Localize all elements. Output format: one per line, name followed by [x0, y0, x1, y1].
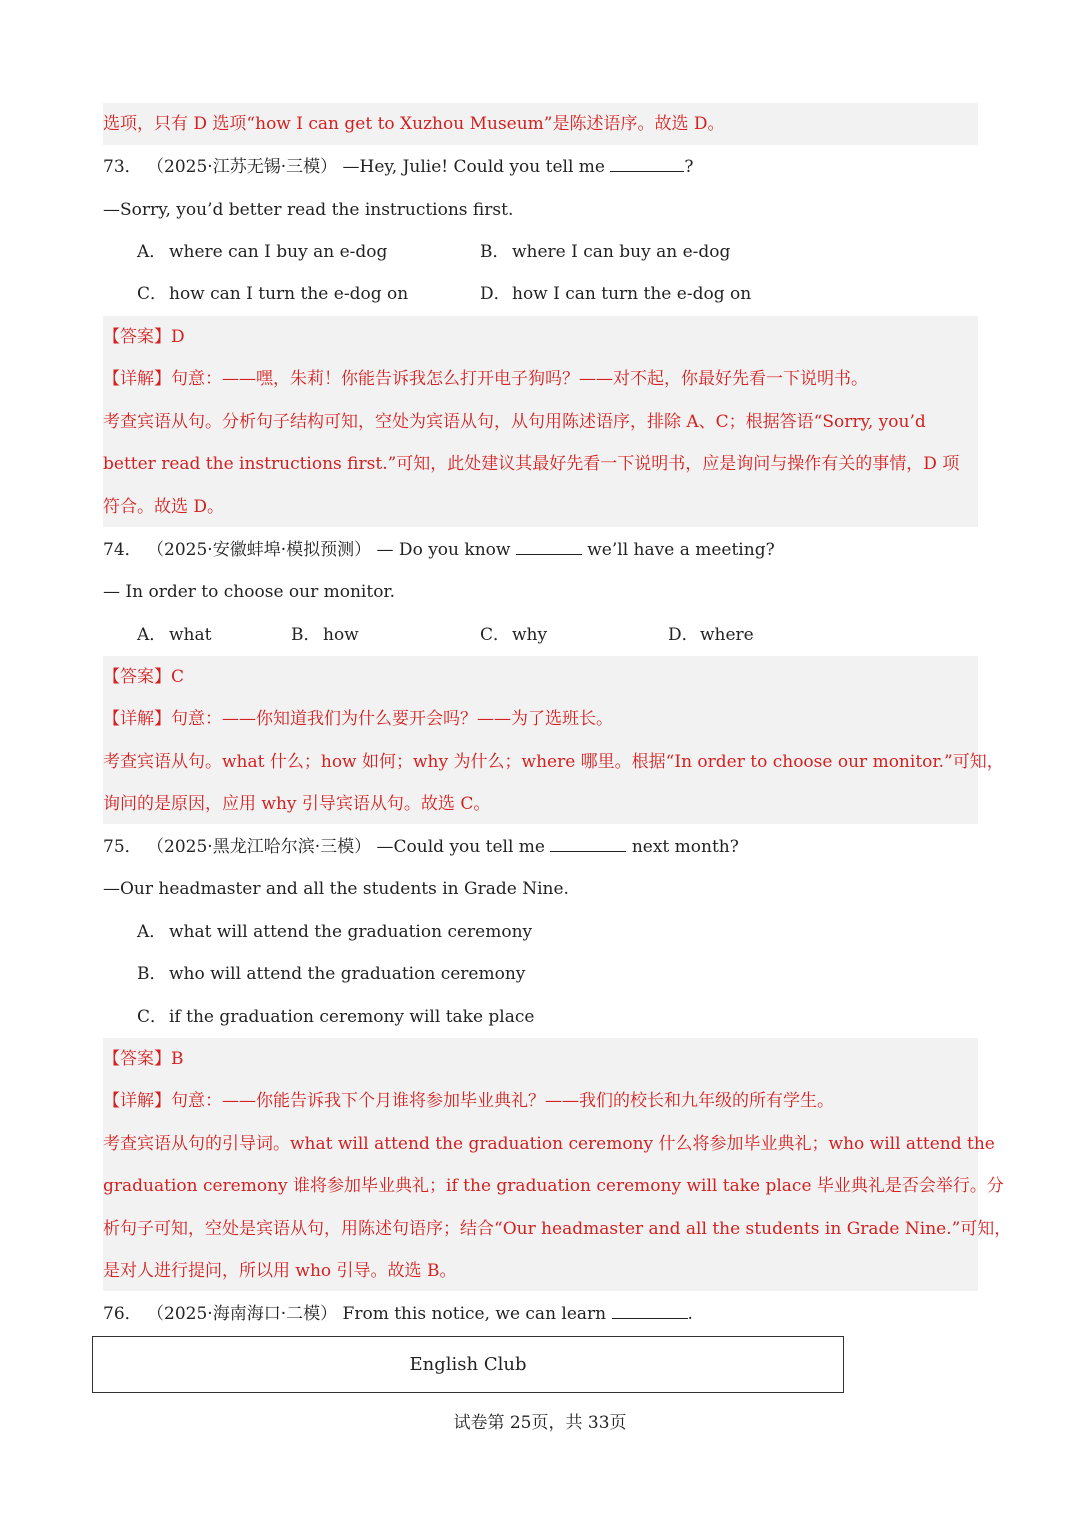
answer-73 [103, 324, 978, 350]
detail-73-line-3: better read the instructions first.”可知，此处建议其最好先看一下说明书，应是询问与操作有关的事情，D 项 [103, 454, 960, 474]
option-d: D．how I can turn the e-dog on [480, 284, 752, 304]
question-74-stem [103, 537, 978, 563]
question-number: 73． [103, 157, 142, 177]
page-footer: 试卷第 25页，共 33页 [453, 1413, 627, 1433]
question-76-stem [103, 1301, 978, 1327]
carryover-explanation: 选项，只有 D 选项“how I can get to Xuzhou Museum”是陈述语序。故选 D。 [103, 114, 725, 134]
detail-label: 【详解】 [103, 369, 171, 389]
detail-73-line-2: 考查宾语从句。分析句子结构可知，空处为宾语从句，从句用陈述语序，排除 A、C；根据答语“Sorry, you’d [103, 412, 926, 432]
question-text: —Could you tell me [376, 837, 545, 857]
notice-title: English Club [409, 1354, 527, 1375]
detail-74-line-2: 考查宾语从句。what 什么；how 如何；why 为什么；where 哪里。根据“In order to choose our monitor.”可知， [103, 752, 1004, 772]
question-number: 74． [103, 540, 142, 560]
answer-label: 【答案】 [103, 1049, 171, 1069]
answer-75-highlight [103, 1038, 1012, 1291]
detail-75-line-3: graduation ceremony 谁将参加毕业典礼；if the graduation ceremony will take place 毕业典礼是否会举行。分 [103, 1176, 1004, 1196]
notice-box [92, 1336, 844, 1393]
answer-blank [516, 538, 582, 555]
detail-label: 【详解】 [103, 709, 171, 729]
answer-label: 【答案】 [103, 327, 171, 347]
option-a: A． what will attend the graduation ceremony [137, 922, 533, 942]
detail-73-line-1: 【详解】句意：——嘿，朱莉！你能告诉我怎么打开电子狗吗？——对不起，你最好先看一下说明书。 [103, 369, 868, 389]
option-c: C． how can I turn the e-dog on [137, 284, 409, 304]
question-number: 76． [103, 1304, 142, 1324]
detail-label: 【详解】 [103, 1091, 171, 1111]
answer-blank [610, 155, 684, 172]
question-74-reply: — In order to choose our monitor. [103, 582, 396, 602]
answer-blank [612, 1302, 688, 1319]
option-c: C． if the graduation ceremony will take place [137, 1007, 535, 1027]
detail-75-line-1: 【详解】句意：——你能告诉我下个月谁将参加毕业典礼？——我们的校长和九年级的所有学生。 [103, 1091, 834, 1111]
answer-74 [103, 664, 978, 690]
question-source: （2025·黑龙江哈尔滨·三模） [147, 837, 372, 857]
answer-75 [103, 1046, 978, 1072]
question-75-stem [103, 834, 978, 860]
question-text-end: we’ll have a meeting? [587, 540, 775, 560]
detail-73-line-4: 符合。故选 D。 [103, 497, 225, 517]
answer-value: D [171, 327, 185, 347]
option-c: C． why [480, 625, 548, 645]
option-b: B． who will attend the graduation ceremony [137, 964, 526, 984]
option-a: A． where can I buy an e-dog [137, 242, 388, 262]
question-text: — Do you know [376, 540, 511, 560]
option-a: A． what [137, 625, 212, 645]
question-source: （2025·海南海口·二模） [147, 1304, 338, 1324]
answer-value: C [171, 667, 185, 687]
detail-75-line-5: 是对人进行提问，所以用 who 引导。故选 B。 [103, 1261, 457, 1281]
detail-75-line-2: 考查宾语从句的引导词。what will attend the graduation ceremony 什么将参加毕业典礼；who will attend the [103, 1134, 995, 1154]
question-text: From this notice, we can learn [342, 1304, 607, 1324]
question-text: —Hey, Julie! Could you tell me [342, 157, 605, 177]
question-73-stem [103, 154, 978, 180]
option-d: D．where [668, 625, 754, 645]
question-source: （2025·江苏无锡·三模） [147, 157, 338, 177]
answer-label: 【答案】 [103, 667, 171, 687]
question-text-end: next month? [631, 837, 739, 857]
detail-74-line-1: 【详解】句意：——你知道我们为什么要开会吗？——为了选班长。 [103, 709, 613, 729]
question-73-reply: —Sorry, you’d better read the instructions first. [103, 200, 514, 220]
question-text-end: . [687, 1304, 693, 1324]
detail-74-line-3: 询问的是原因，应用 why 引导宾语从句。故选 C。 [103, 794, 491, 814]
question-text-end: ? [684, 157, 694, 177]
option-b: B． how [291, 625, 359, 645]
question-75-reply: —Our headmaster and all the students in Grade Nine. [103, 879, 569, 899]
option-b: B． where I can buy an e-dog [480, 242, 731, 262]
detail-75-line-4: 析句子可知，空处是宾语从句，用陈述句语序；结合“Our headmaster and all the students in Grade Nine.”可知， [103, 1219, 1012, 1239]
question-source: （2025·安徽蚌埠·模拟预测） [147, 540, 372, 560]
answer-blank [550, 835, 626, 852]
question-number: 75． [103, 837, 142, 857]
answer-value: B [171, 1049, 184, 1069]
